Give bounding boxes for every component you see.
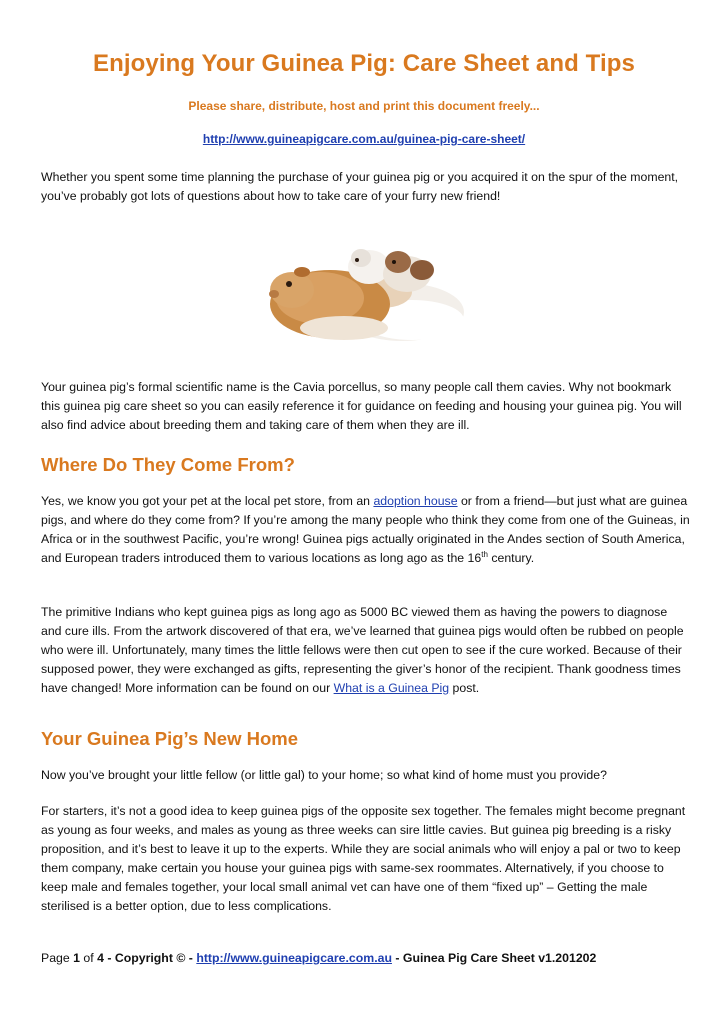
guinea-pigs-photo bbox=[262, 232, 467, 344]
origin-heading: Where Do They Come From? bbox=[41, 454, 295, 475]
page-footer: Page 1 of 4 - Copyright © - http://www.guineapigcare.com.au - Guinea Pig Care Sheet v1.201202 bbox=[41, 951, 597, 965]
page-total: 4 bbox=[97, 951, 104, 965]
adoption-house-link[interactable]: adoption house bbox=[373, 494, 458, 508]
care-sheet-link[interactable]: http://www.guineapigcare.com.au/guinea-pig-care-sheet/ bbox=[202, 132, 526, 146]
intro-paragraph: Whether you spent some time planning the purchase of your guinea pig or you acquired it on the spur of the moment, you’ve probably got lots of questions about how to take care of your furry new friend! bbox=[41, 170, 679, 203]
page-number: 1 bbox=[73, 951, 80, 965]
new-home-heading: Your Guinea Pig’s New Home bbox=[41, 728, 298, 749]
share-notice: Please share, distribute, host and print this document freely... bbox=[188, 99, 540, 113]
origin-paragraph-2: The primitive Indians who kept guinea pigs as long ago as 5000 BC viewed them as having the powers to diagnose and cure ills. From the artwork discovered of that era, we’ve learned that guinea pigs would often be rubbed on people who were ill. Unfortunately, many times the little fellows were then cut open to see if the cure worked. Because of their supposed power, they were exchanged as gifts, representing the giver’s honor of the recipient. Thank goodness times have changed! More information can be found on our What is a Guinea Pig post. bbox=[41, 605, 684, 695]
scientific-name-paragraph: Your guinea pig’s formal scientific name is the Cavia porcellus, so many people call them cavies. Why not bookmark this guinea pig care sheet so you can easily reference it for guidance on feeding and housing your guinea pig. You will also find advice about breeding them and taking care of them when they are ill. bbox=[41, 380, 682, 432]
new-home-paragraph-1: Now you’ve brought your little fellow (or little gal) to your home; so what kind of home must you provide? bbox=[41, 768, 607, 782]
page-title: Enjoying Your Guinea Pig: Care Sheet and Tips bbox=[93, 50, 635, 77]
document-url bbox=[0, 132, 728, 146]
new-home-paragraph-2: For starters, it’s not a good idea to keep guinea pigs of the opposite sex together. The females might become pregnant as young as four weeks, and males as young as three weeks can sire little cavies. But guinea pig breeding is a risky proposition, and it’s best to leave it up to the experts. While they are social animals who will enjoy a pal or two to keep them company, make certain you house your guinea pigs with same-sex roommates. Alternatively, if you choose to keep male and females together, your local small animal vet can have one of them “fixed up” – Getting the male sterilised is a better option, due to less complications. bbox=[41, 804, 686, 913]
site-home-link[interactable]: http://www.guineapigcare.com.au bbox=[196, 951, 392, 965]
what-is-a-guinea-pig-link[interactable]: What is a Guinea Pig bbox=[333, 681, 450, 695]
origin-paragraph-1: Yes, we know you got your pet at the local pet store, from an adoption house or from a friend—but just what are guinea pigs, and where do they come from? If you’re among the many people who think they come from one of the Guineas, in Africa or in the southwest Pacific, you’re wrong! Guinea pigs actually originated in the Andes section of South America, and European traders introduced them to various locations as long ago as the 16th century. bbox=[41, 494, 690, 565]
